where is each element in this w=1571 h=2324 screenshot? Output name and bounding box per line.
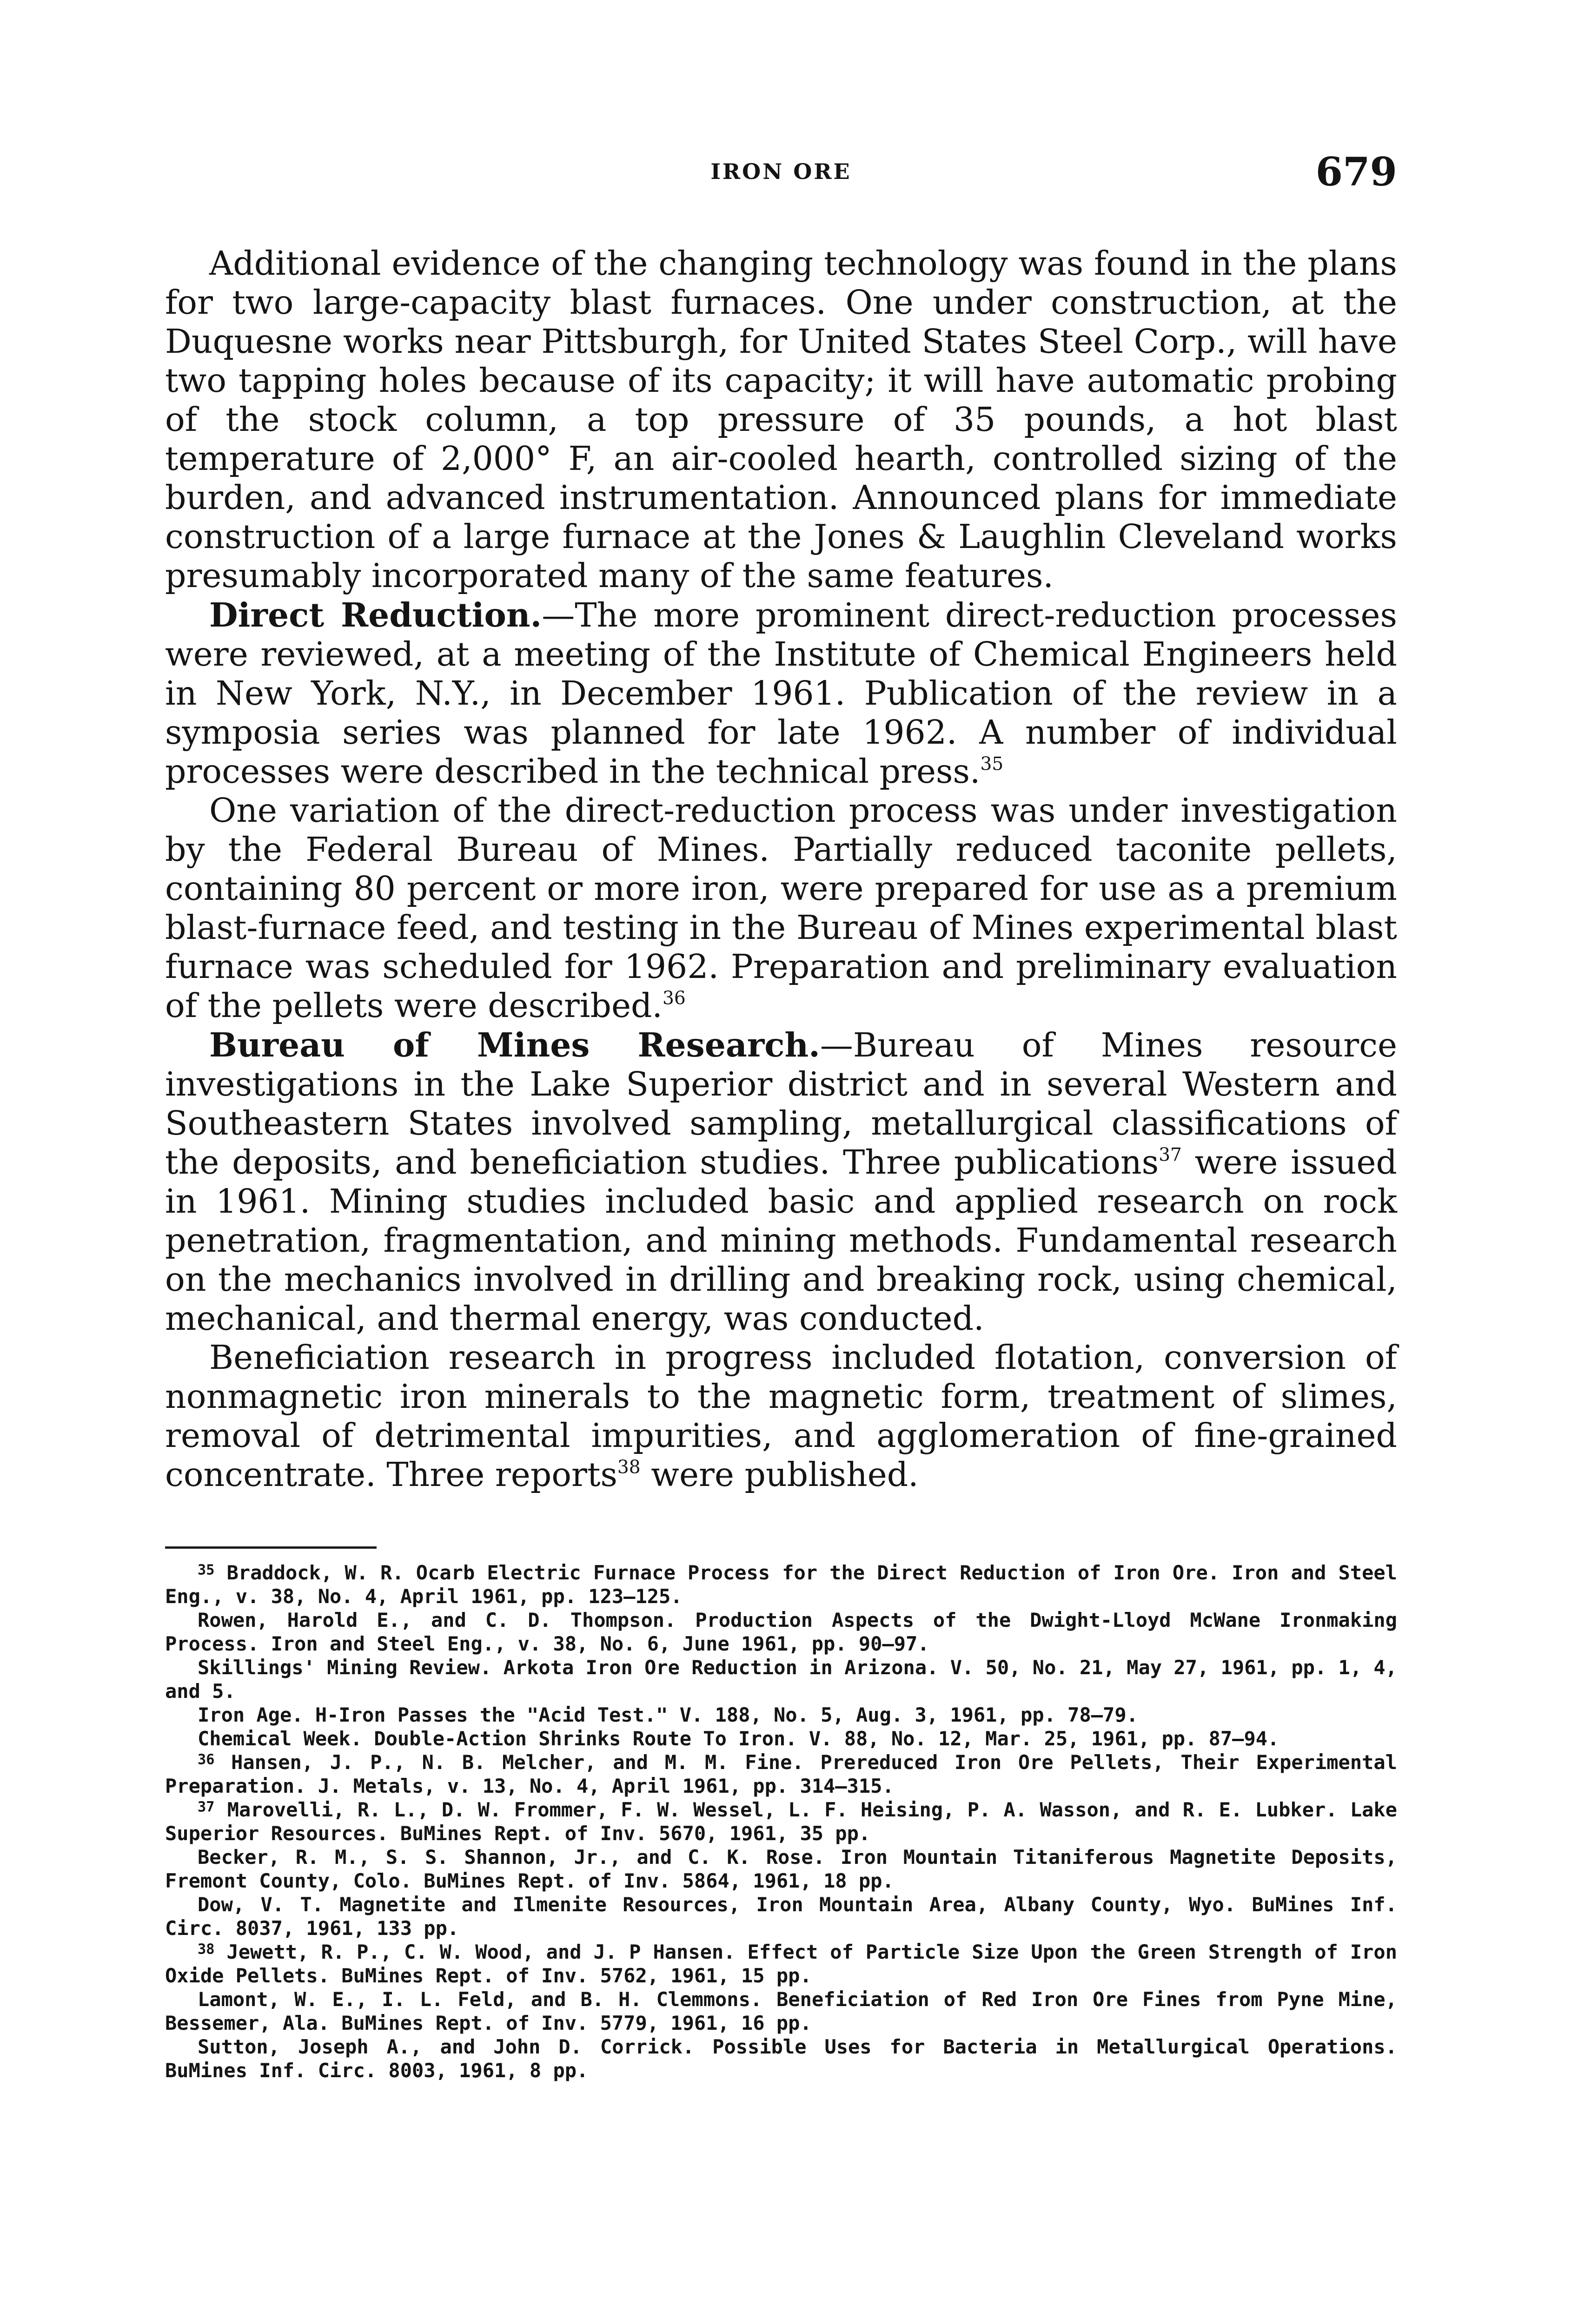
page-number: 679 [1315, 149, 1397, 195]
footnote [165, 1727, 1397, 1750]
footnote-text: Jewett, R. P., C. W. Wood, and J. P Hansen. Effect of Particle Size Upon the Green Strength of Iron Oxide Pellets. BuMines Rept. of Inv. 5762, 1961, 15 pp. [165, 1941, 1398, 1987]
footnote-text: Lamont, W. E., I. L. Feld, and B. H. Clemmons. Beneficiation of Red Iron Ore Fines from Pyne Mine, Bessemer, Ala. BuMines Rept. of Inv. 5779, 1961, 16 pp. [165, 1988, 1397, 2034]
paragraph-text: —The more prominent direct-reduction processes were reviewed, at a meeting of the Institute of Chemical Engineers held in New York, N.Y., in December 1961. Publication of the review in a symposia series was planned for late 1962. A number of individual processes were described in the technical press. [165, 596, 1397, 791]
footnote [165, 1987, 1397, 2035]
footnote-ref: 38 [617, 1457, 641, 1478]
footnote-ref: 35 [980, 753, 1004, 775]
paragraph [165, 595, 1397, 791]
page-header [165, 149, 1397, 200]
footnote-text: Sutton, Joseph A., and John D. Corrick. Possible Uses for Bacteria in Metallurgical Operations. BuMines Inf. Circ. 8003, 1961, 8 pp. [165, 2035, 1397, 2082]
footnote-mark: 35 [198, 1562, 215, 1578]
footnote-text: Marovelli, R. L., D. W. Frommer, F. W. Wessel, L. F. Heising, P. A. Wasson, and R. E. Lubker. Lake Superior Resources. BuMines Rept. of Inv. 5670, 1961, 35 pp. [165, 1798, 1397, 1845]
paragraph-text: Beneficiation research in progress included flotation, conversion of nonmagnetic iron minerals to the magnetic form, treatment of slimes, removal of detrimental impurities, and agglomeration of fine-grained concentrate. Three reports [165, 1338, 1397, 1494]
footnote [165, 1608, 1397, 1656]
footnote-mark: 38 [198, 1941, 215, 1958]
paragraph [165, 791, 1397, 1025]
footnote [165, 1656, 1397, 1703]
footnotes [165, 1561, 1397, 2082]
body-text [165, 244, 1397, 1494]
footnote [165, 2035, 1397, 2082]
running-head: IRON ORE [710, 159, 852, 184]
paragraph [165, 1025, 1397, 1338]
page [165, 149, 1397, 2082]
footnote [165, 1561, 1397, 1608]
paragraph-text: were published. [640, 1455, 919, 1494]
footnote-mark: 36 [198, 1751, 215, 1768]
paragraph-text: Additional evidence of the changing technology was found in the plans for two large-capacity blast furnaces. One under construction, at the Duquesne works near Pittsburgh, for United States Steel Corp., will have two tapping holes because of its capacity; it will have automatic probing of the stock column, a top pressure of 35 pounds, a hot blast temperature of 2,000° F, an air-cooled hearth, controlled sizing of the burden, and advanced instrumentation. Announced plans for immediate construction of a large furnace at the Jones & Laughlin Cleveland works presumably incorporated many of the same features. [165, 244, 1397, 595]
footnote [165, 1703, 1397, 1727]
paragraph-text: —Bureau of Mines resource investigations in the Lake Superior district and in several Western and Southeastern States involved sampling, metallurgical classifications of the deposits, and beneficiation studies. Three publications [165, 1026, 1397, 1182]
paragraph-text: One variation of the direct-reduction process was under investigation by the Federal Bureau of Mines. Partially reduced taconite pellets, containing 80 percent or more iron, were prepared for use as a premium blast-furnace feed, and testing in the Bureau of Mines experimental blast furnace was scheduled for 1962. Preparation and preliminary evaluation of the pellets were described. [165, 791, 1397, 1025]
section-heading-bureau-of-mines-research: Bureau of Mines Research. [209, 1025, 820, 1064]
footnote-text: Skillings' Mining Review. Arkota Iron Ore Reduction in Arizona. V. 50, No. 21, May 27, 1961, pp. 1, 4, and 5. [165, 1656, 1397, 1703]
footnote-text: Becker, R. M., S. S. Shannon, Jr., and C. K. Rose. Iron Mountain Titaniferous Magnetite Deposits, Fremont County, Colo. BuMines Rept. of Inv. 5864, 1961, 18 pp. [165, 1846, 1397, 1892]
footnote-text: Braddock, W. R. Ocarb Electric Furnace Process for the Direct Reduction of Iron Ore. Iron and Steel Eng., v. 38, No. 4, April 1961, pp. 123–125. [165, 1561, 1397, 1608]
paragraph [165, 1338, 1397, 1494]
footnote-ref: 37 [1159, 1144, 1182, 1166]
paragraph [165, 244, 1397, 595]
footnote-text: Hansen, J. P., N. B. Melcher, and M. M. Fine. Prereduced Iron Ore Pellets, Their Experimental Preparation. J. Metals, v. 13, No. 4, April 1961, pp. 314–315. [165, 1751, 1397, 1797]
footnote-mark: 37 [198, 1799, 215, 1816]
footnote-text: Dow, V. T. Magnetite and Ilmenite Resources, Iron Mountain Area, Albany County, Wyo. BuMines Inf. Circ. 8037, 1961, 133 pp. [165, 1893, 1397, 1940]
section-heading-direct-reduction: Direct Reduction. [209, 595, 542, 634]
footnote-text: Rowen, Harold E., and C. D. Thompson. Production Aspects of the Dwight-Lloyd McWane Ironmaking Process. Iron and Steel Eng., v. 38, No. 6, June 1961, pp. 90–97. [165, 1609, 1397, 1655]
footnote-text: Iron Age. H-Iron Passes the "Acid Test." V. 188, No. 5, Aug. 3, 1961, pp. 78–79. [198, 1703, 1138, 1726]
paragraph-text: were issued in 1961. Mining studies included basic and applied research on rock penetration, fragmentation, and mining methods. Fundamental research on the mechanics involved in drilling and breaking rock, using chemical, mechanical, and thermal energy, was conducted. [165, 1143, 1397, 1338]
footnote [165, 1845, 1397, 1893]
footnote-divider [165, 1546, 377, 1549]
footnote-text: Chemical Week. Double-Action Shrinks Route To Iron. V. 88, No. 12, Mar. 25, 1961, pp. 87–94. [198, 1727, 1279, 1750]
footnote [165, 1798, 1397, 1845]
footnote [165, 1750, 1397, 1798]
footnote [165, 1893, 1397, 1940]
footnote-ref: 36 [663, 988, 686, 1009]
footnote [165, 1940, 1397, 1987]
